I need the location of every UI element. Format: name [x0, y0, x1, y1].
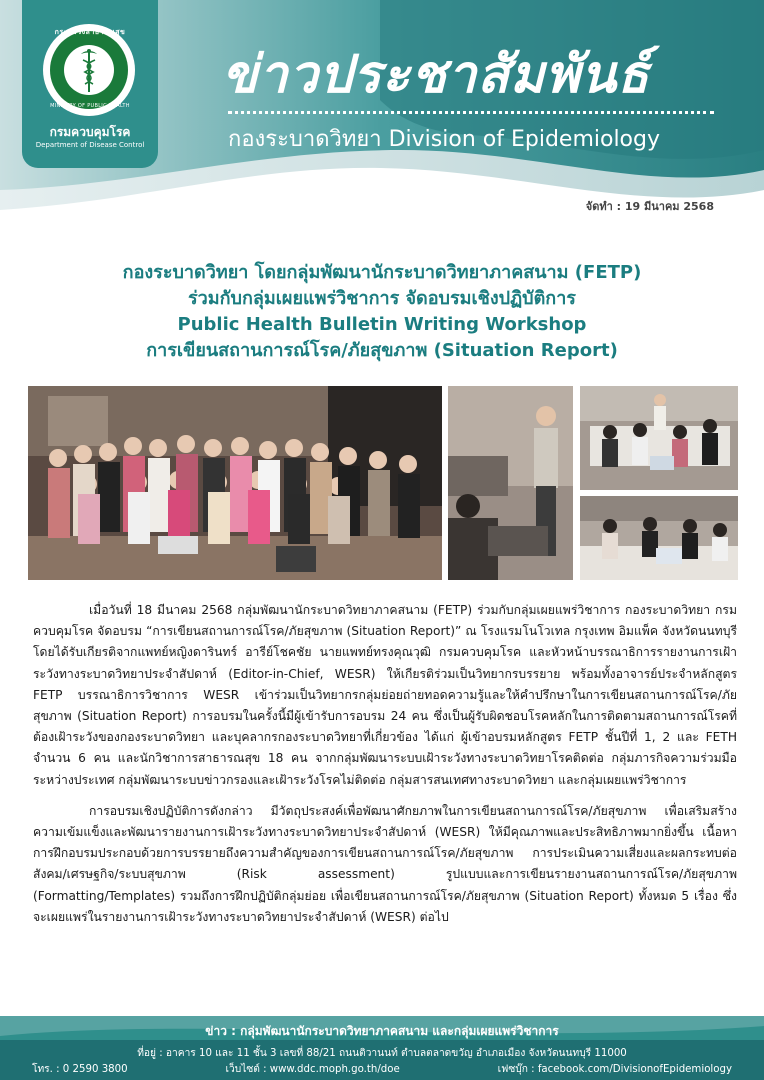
photo-collage	[28, 386, 738, 580]
page-header	[0, 0, 764, 230]
page-title: ข่าวประชาสัมพันธ์	[222, 45, 650, 105]
footer-phone: โทร. : 0 2590 3800	[32, 1064, 128, 1075]
news-headline	[40, 260, 724, 364]
brand-name-th: กรมควบคุมโรค	[49, 125, 131, 139]
seal-text-top: กระทรวงสาธารณสุข	[54, 28, 126, 36]
workshop-photo-1	[580, 386, 738, 490]
footer-contacts	[32, 1061, 732, 1077]
ddc-logo	[22, 0, 158, 168]
group-photo	[28, 386, 442, 580]
article-body	[33, 600, 737, 938]
footer-address: ที่อยู่ : อาคาร 10 และ 11 ชั้น 3 เลขที่ 88/21 ถนนติวานนท์ ตำบลตลาดขวัญ อำเภอเมือง จังหวัดนนทบุรี 11000	[137, 1048, 627, 1059]
speaker-photo	[448, 386, 573, 580]
page-footer	[0, 1016, 764, 1080]
caduceus-icon	[79, 46, 99, 94]
page-subtitle: กองระบาดวิทยา Division of Epidemiology	[228, 127, 660, 152]
seal-text-bottom: MINISTRY OF PUBLIC HEALTH	[50, 103, 130, 109]
brand-name-en: Department of Disease Control	[35, 141, 145, 149]
headline-line-3: Public Health Bulletin Writing Workshop	[177, 314, 587, 335]
footer-facebook-link[interactable]: เฟซบุ๊ก : facebook.com/DivisionofEpidemiology	[497, 1064, 732, 1075]
headline-line-4: การเขียนสถานการณ์โรค/ภัยสุขภาพ (Situation Report)	[146, 340, 618, 361]
headline-line-2: ร่วมกับกลุ่มเผยแพร่วิชาการ จัดอบรมเชิงปฏิบัติการ	[188, 288, 576, 309]
publish-date: จัดทำ : 19 มีนาคม 2568	[585, 200, 714, 213]
workshop-photo-2	[580, 496, 738, 580]
footer-website-link[interactable]: เว็บไซต์ : www.ddc.moph.go.th/doe	[225, 1064, 400, 1075]
paragraph-2: การอบรมเชิงปฏิบัติการดังกล่าว มีวัตถุประสงค์เพื่อพัฒนาศักยภาพในการเขียนสถานการณ์โรค/ภัยสุขภาพ เพื่อเสริมสร้างความเข้มแข็งและพัฒนารายงานการเฝ้าระวังทางระบาดวิทยาประจำสัปดาห์ (WESR) ให้มีคุณภาพและประสิทธิภาพมากยิ่งขึ้น เนื้อหาการฝึกอบรมประกอบด้วยการบรรยายถึงความสำคัญของการเขียนสถานการณ์โรค/ภัยสุขภาพ การประเมินความเสี่ยงและผลกระทบต่อสังคม/เศรษฐกิจ/ระบบสุขภาพ (Risk assessment) รูปแบบและการเขียนรายงานสถานการณ์โรค/ภัยสุขภาพ (Formatting/Templates) รวมถึงการฝึกปฏิบัติกลุ่มย่อย เพื่อเขียนสถานการณ์โรค/ภัยสุขภาพ (Situation Report) ทั้งหมด 5 เรื่อง ซึ่งจะเผยแพร่ในรายงานการเฝ้าระวังทางระบาดวิทยาประจำสัปดาห์ (WESR) ต่อไป	[33, 803, 737, 924]
footer-news-source: ข่าว : กลุ่มพัฒนานักระบาดวิทยาภาคสนาม และกลุ่มเผยแพร่วิชาการ	[205, 1024, 559, 1038]
dotted-divider	[228, 111, 714, 114]
headline-line-1: กองระบาดวิทยา โดยกลุ่มพัฒนานักระบาดวิทยาภาคสนาม (FETP)	[122, 262, 642, 283]
paragraph-1: เมื่อวันที่ 18 มีนาคม 2568 กลุ่มพัฒนานักระบาดวิทยาภาคสนาม (FETP) ร่วมกับกลุ่มเผยแพร่วิชาการ กองระบาดวิทยา กรมควบคุมโรค จัดอบรม “การเขียนสถานการณ์โรค/ภัยสุขภาพ (Situation Report)” ณ โรงแรมโนโวเทล กรุงเทพ อิมแพ็ค จังหวัดนนทบุรี โดยได้รับเกียรติจากแพทย์หญิงดารินทร์ อารีย์โชคชัย นายแพทย์ทรงคุณวุฒิ กรมควบคุมโรค และหัวหน้าบรรณาธิการรายงานการเฝ้าระวังทางระบาดวิทยาประจำสัปดาห์ (Editor-in-Chief, WESR) ให้เกียรติร่วมเป็นวิทยากรบรรยาย พร้อมทั้งอาจารย์ประจำหลักสูตร FETP บรรณาธิการวิชาการ WESR เข้าร่วมเป็นวิทยากรกลุ่มย่อยถ่ายทอดความรู้และให้คำปรึกษาในการเขียนสถานการณ์โรค/ภัยสุขภาพ (Situation Report) การอบรมในครั้งนี้มีผู้เข้ารับการอบรม 24 คน ซึ่งเป็นผู้รับผิดชอบโรคหลักในการติดตามสถานการณ์โรคที่ต้องเฝ้าระวังของกองระบาดวิทยา และบุคลากรกองระบาดวิทยาที่เกี่ยวข้อง ได้แก่ ผู้เข้าอบรมหลักสูตร FETP ชั้นปีที่ 1, 2 และ FETH จำนวน 6 คน และนักวิชาการสาธารณสุข 18 คน จากกลุ่มพัฒนาระบบเฝ้าระวังทางระบาดวิทยาโรคติดต่อ กลุ่มภารกิจความร่วมมือระหว่างประเทศ กลุ่มพัฒนาระบบข่าวกรองและเฝ้าระวังโรคไม่ติดต่อ กลุ่มสารสนเทศทางระบาดวิทยา และกลุ่มเผยแพร่วิชาการ	[33, 603, 737, 787]
